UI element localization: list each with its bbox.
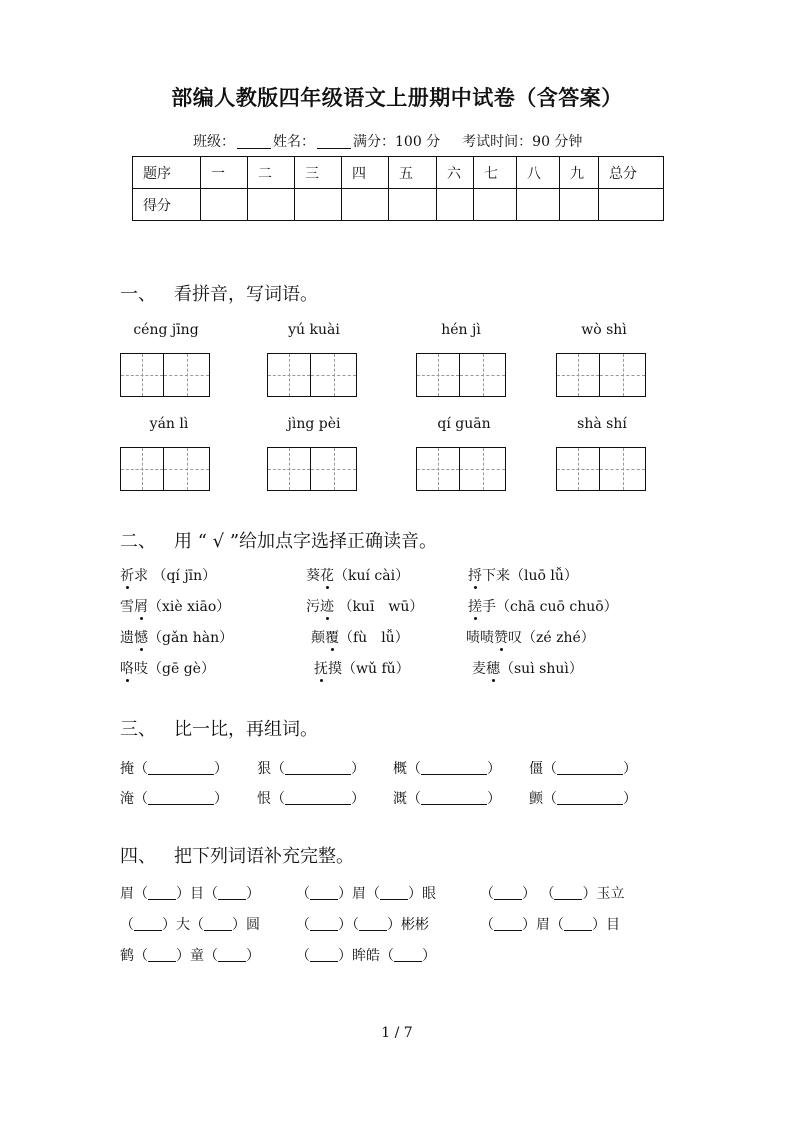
answer-blank	[148, 761, 214, 775]
score-cell[interactable]	[201, 189, 248, 221]
score-table	[132, 156, 664, 221]
writing-grid[interactable]	[267, 353, 359, 397]
word-building-item[interactable]: 僵（ ）	[529, 761, 637, 777]
section4-heading	[120, 842, 354, 868]
word-building-item[interactable]: 恨（ ）	[257, 791, 365, 807]
full-score: 满分：100 分	[353, 134, 441, 150]
class-label: 班级：	[193, 134, 235, 150]
answer-blank	[218, 886, 246, 900]
score-header-cell: 题序	[133, 157, 201, 189]
pronunciation-item[interactable]: 啧啧赞叹（zé zhé）	[466, 627, 595, 647]
section3-heading	[120, 715, 318, 741]
idiom-item[interactable]: （ ）眉（ ）眼	[296, 886, 436, 902]
word-building-item[interactable]: 淹（ ）	[120, 791, 228, 807]
score-header-cell: 六	[437, 157, 474, 189]
writing-grid[interactable]	[120, 353, 212, 397]
answer-blank	[310, 917, 338, 931]
writing-grid[interactable]	[416, 353, 508, 397]
answer-blank	[148, 886, 176, 900]
score-cell[interactable]	[342, 189, 389, 221]
idiom-item[interactable]: （ ）（ ）彬彬	[296, 917, 429, 933]
score-header-cell: 三	[295, 157, 342, 189]
answer-blank	[557, 761, 623, 775]
exam-info-line	[193, 131, 582, 151]
idiom-item[interactable]: （ ）眉（ ）目	[480, 917, 620, 933]
answer-blank	[310, 886, 338, 900]
score-header-cell: 七	[474, 157, 517, 189]
score-cell[interactable]	[389, 189, 437, 221]
score-row-label: 得分	[133, 189, 201, 221]
section-title: 比一比，再组词。	[174, 719, 318, 740]
answer-blank	[218, 948, 246, 962]
class-blank[interactable]	[237, 134, 271, 149]
answer-blank	[394, 948, 422, 962]
answer-blank	[285, 761, 351, 775]
word-building-item[interactable]: 溉（ ）	[393, 791, 501, 807]
answer-blank	[204, 917, 232, 931]
answer-blank	[564, 917, 592, 931]
pinyin-label: qí guān	[437, 416, 491, 432]
score-header-cell: 九	[560, 157, 599, 189]
answer-blank	[285, 791, 351, 805]
answer-blank	[148, 791, 214, 805]
score-cell[interactable]	[599, 189, 664, 221]
score-cell[interactable]	[560, 189, 599, 221]
idiom-item[interactable]: 眉（ ）目（ ）	[120, 886, 260, 902]
pronunciation-item[interactable]: 搓手（chā cuō chuō）	[468, 596, 618, 616]
pronunciation-item[interactable]: 麦穗（suì shuì）	[472, 658, 583, 678]
score-header-cell: 八	[517, 157, 560, 189]
word-building-item[interactable]: 概（ ）	[393, 761, 501, 777]
answer-blank	[421, 791, 487, 805]
pronunciation-item[interactable]: 祈求 （qí jīn）	[120, 565, 216, 585]
pronunciation-item[interactable]: 捋下来（luō lǚ）	[468, 565, 578, 585]
score-cell[interactable]	[517, 189, 560, 221]
section-number: 二、	[120, 531, 156, 552]
writing-grid[interactable]	[556, 353, 648, 397]
answer-blank	[380, 886, 408, 900]
score-cell[interactable]	[474, 189, 517, 221]
score-table-score-row	[133, 189, 664, 221]
writing-grid[interactable]	[120, 447, 212, 491]
writing-grid[interactable]	[267, 447, 359, 491]
section-title: 看拼音，写词语。	[174, 284, 318, 305]
page-number: 1 / 7	[381, 1025, 413, 1041]
pronunciation-item[interactable]: 雪屑（xiè xiāo）	[120, 596, 230, 616]
score-table-header-row	[133, 157, 664, 189]
pronunciation-item[interactable]: 抚摸（wǔ fǔ）	[314, 658, 410, 678]
section1-heading	[120, 280, 318, 306]
answer-blank	[494, 917, 522, 931]
section-number: 一、	[120, 284, 156, 305]
name-blank[interactable]	[317, 134, 351, 149]
answer-blank	[494, 886, 522, 900]
section-title: 把下列词语补充完整。	[174, 846, 354, 867]
page-title: 部编人教版四年级语文上册期中试卷（含答案）	[171, 86, 623, 110]
score-cell[interactable]	[295, 189, 342, 221]
score-header-cell: 总分	[599, 157, 664, 189]
writing-grid[interactable]	[556, 447, 648, 491]
idiom-item[interactable]: （ ）大（ ）圆	[120, 917, 260, 933]
answer-blank	[554, 886, 582, 900]
answer-blank	[421, 761, 487, 775]
word-building-item[interactable]: 掩（ ）	[120, 761, 228, 777]
pinyin-label: yán lì	[149, 416, 189, 432]
score-cell[interactable]	[248, 189, 295, 221]
pinyin-label: wò shì	[581, 322, 627, 338]
exam-time: 考试时间：90 分钟	[462, 134, 583, 150]
pronunciation-item[interactable]: 颠覆（fù lǚ）	[311, 627, 409, 647]
score-header-cell: 四	[342, 157, 389, 189]
pinyin-label: jìng pèi	[287, 416, 341, 432]
score-cell[interactable]	[437, 189, 474, 221]
pronunciation-item[interactable]: 葵花（kuí cài）	[306, 565, 409, 585]
idiom-item[interactable]: （ ）眸皓（ ）	[296, 948, 436, 964]
score-header-cell: 一	[201, 157, 248, 189]
pinyin-label: yú kuài	[288, 322, 340, 338]
answer-blank	[310, 948, 338, 962]
idiom-item[interactable]: 鹤（ ）童（ ）	[120, 948, 260, 964]
word-building-item[interactable]: 颤（ ）	[529, 791, 637, 807]
writing-grid[interactable]	[416, 447, 508, 491]
pronunciation-item[interactable]: 咯吱（gē gè）	[120, 658, 215, 678]
section-title: 用 “ √ ”给加点字选择正确读音。	[174, 531, 438, 552]
idiom-item[interactable]: （ ） （ ）玉立	[480, 886, 625, 902]
pinyin-label: hén jì	[441, 322, 481, 338]
pinyin-label: shà shí	[577, 416, 627, 432]
pronunciation-item[interactable]: 污迹 （kuī wū）	[306, 596, 423, 616]
word-building-item[interactable]: 狠（ ）	[257, 761, 365, 777]
section-number: 三、	[120, 719, 156, 740]
answer-blank	[134, 917, 162, 931]
section2-heading	[120, 527, 437, 553]
pinyin-label: céng jīng	[133, 322, 199, 338]
answer-blank	[557, 791, 623, 805]
score-header-cell: 五	[389, 157, 437, 189]
answer-blank	[359, 917, 387, 931]
pronunciation-item[interactable]: 遗憾（gǎn hàn）	[120, 627, 233, 647]
section-number: 四、	[120, 846, 156, 867]
score-header-cell: 二	[248, 157, 295, 189]
answer-blank	[148, 948, 176, 962]
name-label: 姓名：	[273, 134, 315, 150]
